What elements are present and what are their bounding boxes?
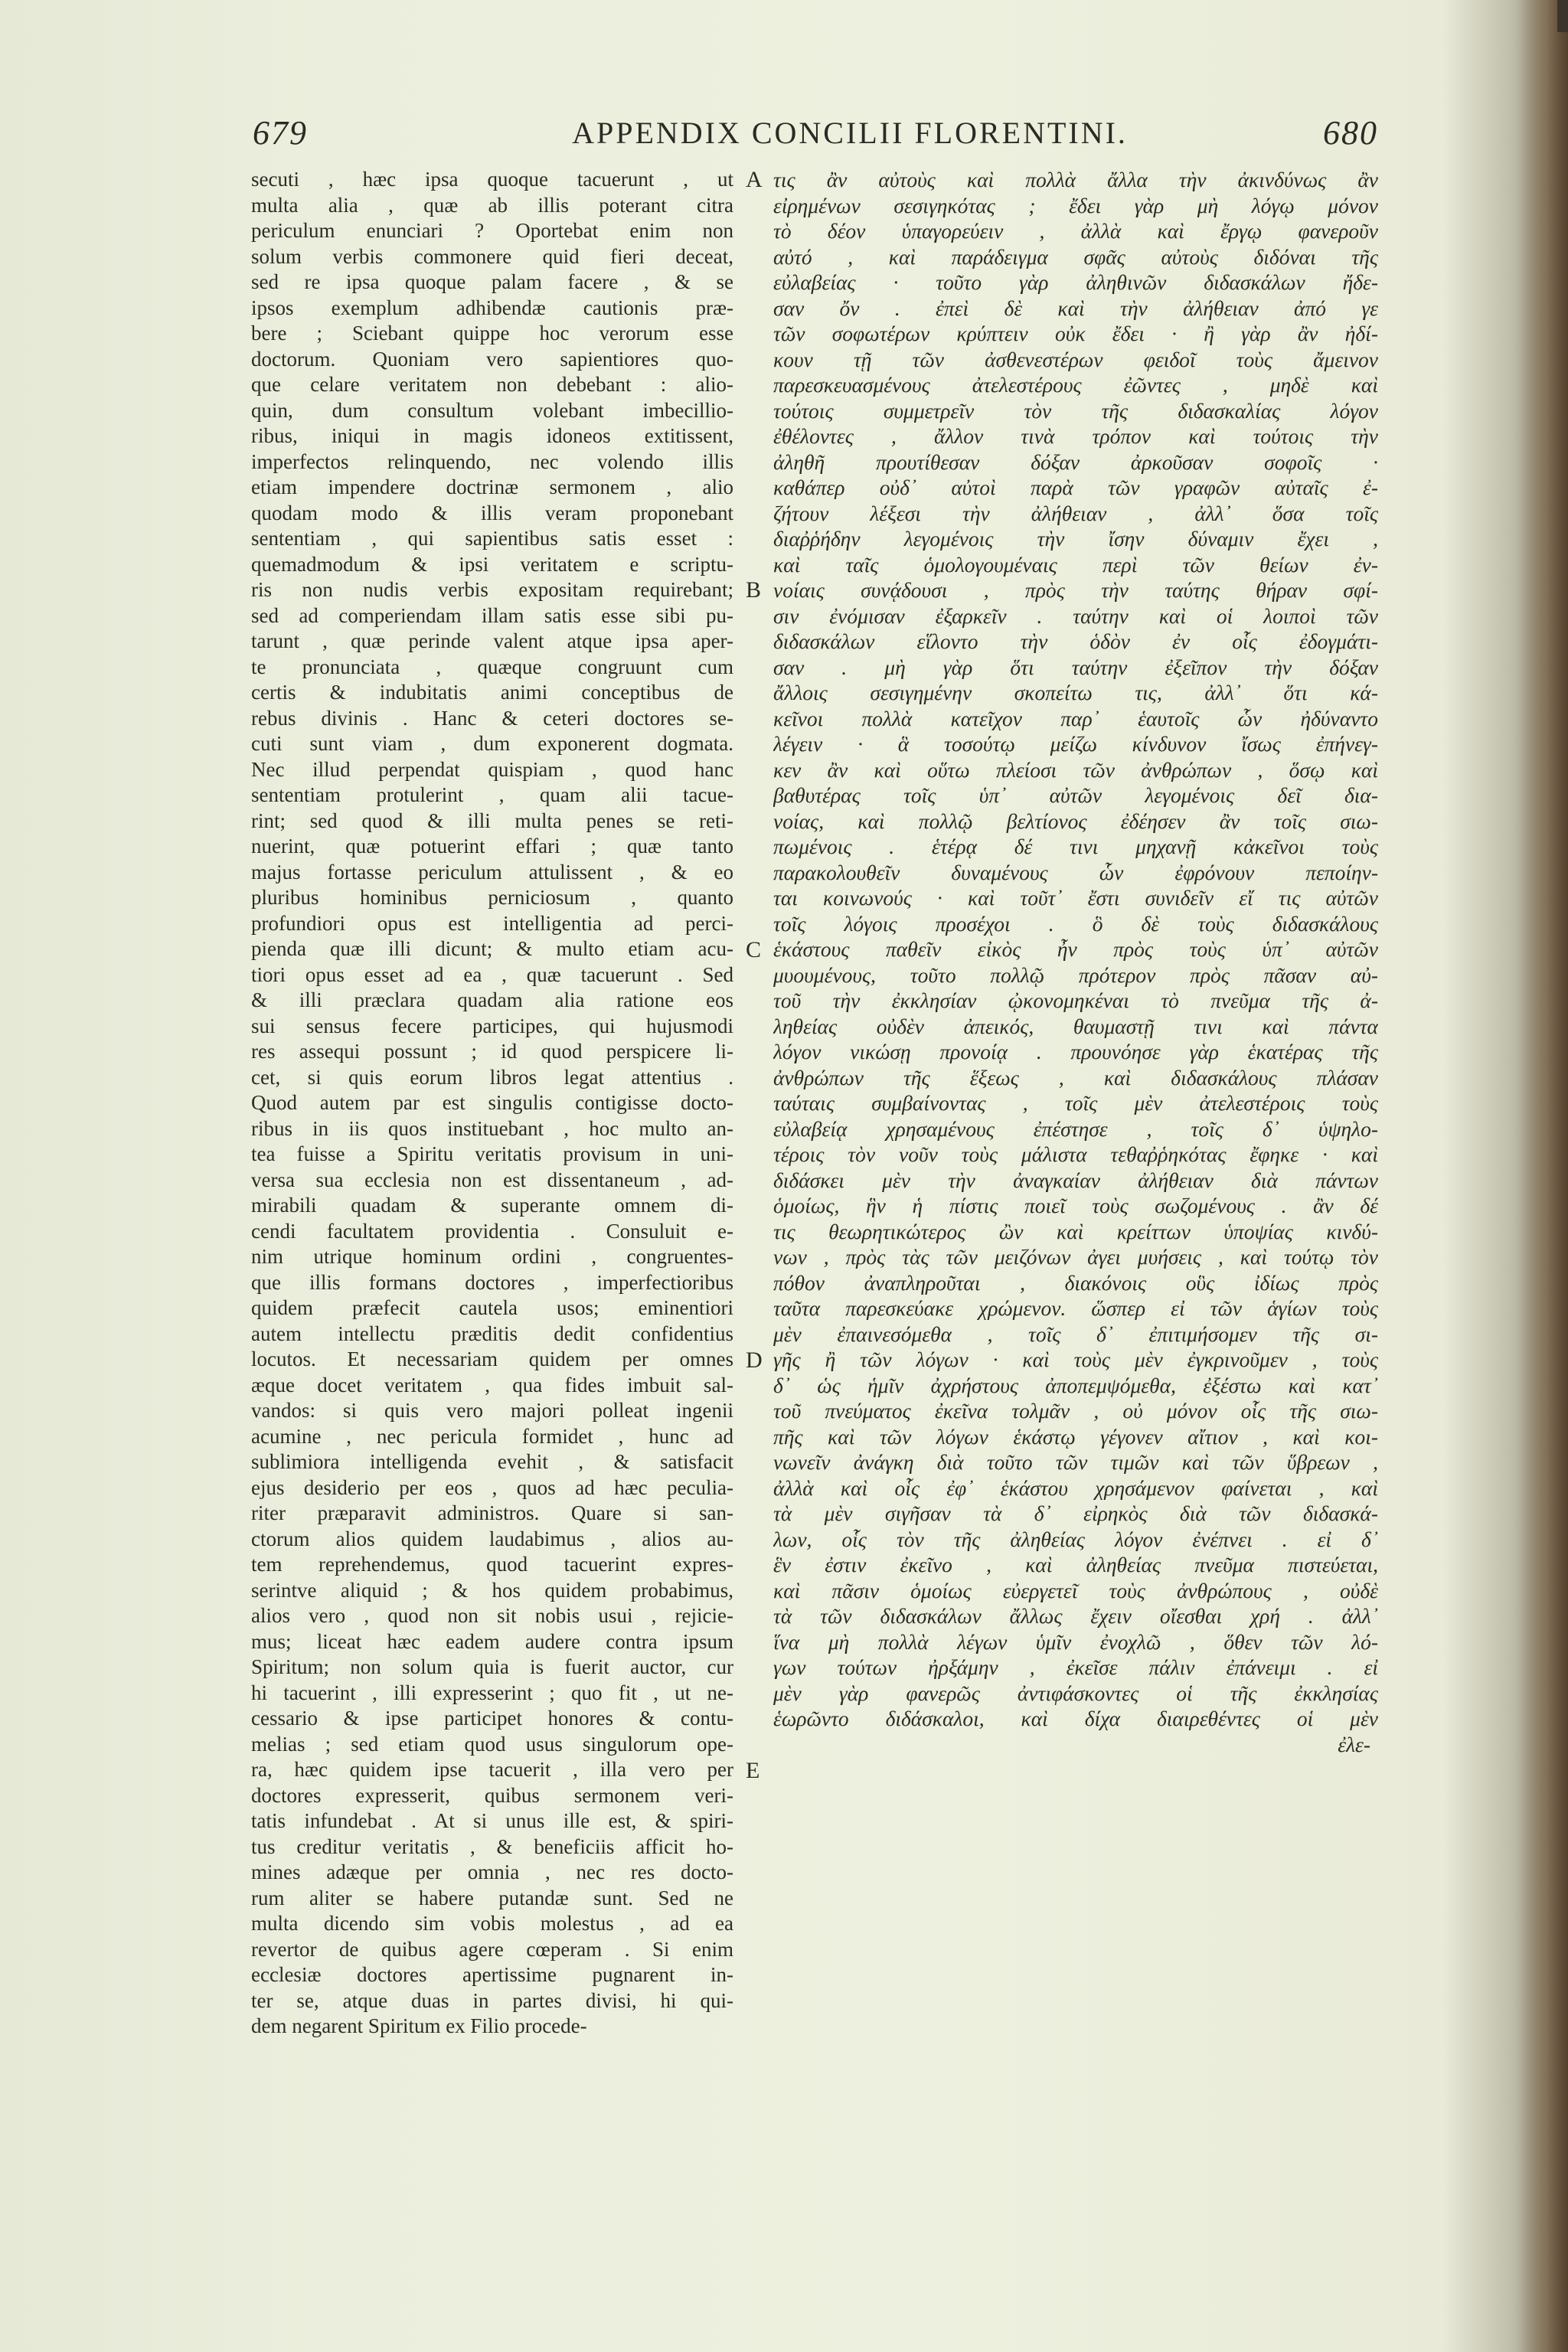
text-line: imperfectos relinquendo, nec volendo illis	[251, 449, 733, 473]
text-line: μὲν ἐπαινεσόμεθα , τοῖς δ᾽ ἐπιτιμήσομεν τῆς σι-	[773, 1321, 1378, 1346]
text-line: rum aliter se habere putandæ sunt. Sed ne	[251, 1886, 733, 1909]
text-line: ribus in iis quos instituebant , hoc multo an-	[251, 1116, 733, 1140]
latin-column	[251, 167, 733, 2040]
text-line: revertor de quibus agere cœperam . Si enim	[251, 1937, 733, 1961]
text-line: κεν ἂν καὶ οὕτω πλείοσι τῶν ἀνθρώπων , ὅσῳ καὶ	[773, 757, 1378, 782]
text-line: παρακολουθεῖν δυναμένους ὧν ἐφρόνουν πεποίην-	[773, 860, 1378, 884]
text-line: ra, hæc quidem ipse tacuerit , illa vero per	[251, 1758, 733, 1781]
text-line: ejus desiderio per eos , quos ad hæc peculia-	[251, 1475, 733, 1499]
text-line: πῆς καὶ τῶν λόγων ἑκάστῳ γέγονεν αἴτιον , καὶ κοι-	[773, 1424, 1378, 1449]
text-line: quidem præfecit cautela usos; eminentiori	[251, 1296, 733, 1319]
text-line: autem intellectu præditis dedit confidentius	[251, 1321, 733, 1345]
text-line: δ᾽ ὡς ἡμῖν ἀχρήστους ἀποπεμψόμεθα, ἐξέστω καὶ κατ᾽	[773, 1373, 1378, 1397]
text-line: melias ; sed etiam quod usus singulorum ope-	[251, 1732, 733, 1756]
text-line: λέγειν · ἃ τοσούτῳ μείζω κίνδυνον ἴσως ἐπήνεγ-	[773, 732, 1378, 756]
text-line: ταῦτα παρεσκεύακε χρώμενον. ὥσπερ εἰ τῶν ἁγίων τοὺς	[773, 1296, 1378, 1320]
text-line: profundiori opus est intelligentia ad perci-	[251, 911, 733, 935]
page-number-right: 680	[1323, 114, 1378, 152]
text-line: res assequi possunt ; id quod perspicere li-	[251, 1040, 733, 1063]
text-line: æque docet veritatem , qua fides imbuit sal-	[251, 1373, 733, 1396]
text-line: τὰ μὲν σιγῆσαν τὰ δ᾽ εἰρηκὸς διὰ τῶν διδασκά-	[773, 1501, 1378, 1525]
text-line: te pronunciata , quæque congruunt cum	[251, 655, 733, 678]
text-line: quin, dum consultum volebant imbecillio-	[251, 398, 733, 422]
text-line: ἵνα μὴ πολλὰ λέγων ὑμῖν ἐνοχλῶ , ὅθεν τῶν λό-	[773, 1629, 1378, 1654]
text-line: hi tacuerint , illi expresserint ; quo fit , ut ne-	[251, 1681, 733, 1704]
text-line: διαῤῥήδην λεγομένοις τὴν ἴσην δύναμιν ἔχει ,	[773, 527, 1378, 550]
text-line: tatis infundebat . At si unus ille est, & spiri-	[251, 1809, 733, 1832]
text-line: τὰ τῶν διδασκάλων ἄλλως ἔχειν οἴεσθαι χρή . ἀλλ᾽	[773, 1604, 1378, 1628]
text-line: que illis formans doctores , imperfectioribus	[251, 1270, 733, 1294]
text-line: νωνεῖν ἀνάγκη διὰ τοῦτο τῶν τιμῶν καὶ τῶν ὕβρεων ,	[773, 1450, 1378, 1474]
text-line: majus fortasse periculum attulissent , & eo	[251, 860, 733, 884]
text-line: tea fuisse a Spiritu veritatis provisum in uni-	[251, 1142, 733, 1165]
text-line: dem negarent Spiritum ex Filio procede-	[251, 2014, 587, 2037]
text-line: βαθυτέρας τοῖς ὑπ᾽ αὐτῶν λεγομένοις δεῖ δια-	[773, 783, 1378, 807]
text-line: Spiritum; non solum quia is fuerit auctor, cur	[251, 1655, 733, 1678]
text-line: ἐθέλοντες , ἄλλον τινὰ τρόπον καὶ τούτοις τὴν	[773, 424, 1378, 448]
greek-column	[773, 167, 1378, 1757]
text-line: τοῦ τὴν ἐκκλησίαν ᾠκονομηκέναι τὸ πνεῦμα τῆς ἀ-	[773, 988, 1378, 1012]
text-line: nuerint, quæ potuerint effari ; quæ tanto	[251, 835, 733, 858]
text-line: ecclesiæ doctores apertissime pugnarent in-	[251, 1963, 733, 1986]
section-letter-c: C	[746, 937, 762, 962]
text-line: tiori opus esset ad ea , quæ tacuerunt . Sed	[251, 962, 733, 986]
text-line: καὶ ταῖς ὁμολογουμέναις περὶ τῶν θείων ἐν-	[773, 552, 1378, 577]
text-line: sententiam protulerint , quam alii tacue-	[251, 783, 733, 806]
text-line: τις ἂν αὐτοὺς καὶ πολλὰ ἄλλα τὴν ἀκινδύνως ἂν	[773, 168, 1378, 191]
text-line: ὁμοίως, ἣν ἡ πίστις ποιεῖ τοὺς σωζομένους . ἂν δέ	[773, 1194, 1378, 1217]
text-line: mus; liceat hæc eadem audere contra ipsum	[251, 1629, 733, 1653]
text-line: εὐλαβείας · τοῦτο γὰρ ἀληθινῶν διδασκάλων ἤδε-	[773, 270, 1378, 294]
text-line: διδασκάλων εἵλοντο τὴν ὁδὸν ἐν οἷς ἐδογμάτι-	[773, 629, 1378, 653]
text-line: γῆς ἢ τῶν λόγων · καὶ τοὺς μὲν ἐγκρινοῦμεν , τοὺς	[773, 1348, 1378, 1371]
text-line: cessario & ipse participet honores & contu-	[251, 1707, 733, 1730]
text-line: Nec illud perpendat quispiam , quod hanc	[251, 757, 733, 781]
text-line: σαν . μὴ γὰρ ὅτι ταύτην ἐξεῖπον τὴν δόξαν	[773, 655, 1378, 679]
text-line: etiam impendere doctrinæ sermonem , alio	[251, 475, 733, 498]
text-line: ληθείας οὐδὲν ἀπεικός, θαυμαστῇ τινι καὶ πάντα	[773, 1014, 1378, 1038]
text-line: καὶ πᾶσιν ὁμοίως εὐεργετεῖ τοὺς ἀνθρώπους , οὐδὲ	[773, 1578, 1378, 1602]
text-line: νοίας, καὶ πολλῷ βελτίονος ἐδέησεν ἂν τοῖς σιω-	[773, 808, 1378, 833]
text-line: sublimiora intelligenda evehit , & satisfacit	[251, 1450, 733, 1473]
text-line: μὲν γὰρ φανερῶς ἀντιφάσκοντες οἱ τῆς ἐκκλησίας	[773, 1681, 1378, 1705]
text-line: sui sensus fecere participes, qui hujusmodi	[251, 1014, 733, 1037]
text-line: ζήτουν λέξεσι τὴν ἀλήθειαν , ἀλλ᾽ ὅσα τοῖς	[773, 501, 1378, 525]
text-line: τοῖς λόγοις προσέχοι . ὃ δὲ τοὺς διδασκάλους	[773, 911, 1378, 936]
text-line: ἀληθῆ προυτίθεσαν δόξαν ἀρκοῦσαν σοφοῖς ·	[773, 449, 1378, 474]
text-line: σαν ὄν . ἐπεὶ δὲ καὶ τὴν ἀλήθειαν ἀπό γε	[773, 296, 1378, 320]
text-line: ἐλε-	[1338, 1732, 1370, 1756]
text-line: mines adæque per omnia , nec res docto-	[251, 1860, 733, 1883]
text-line: sed ad comperiendam illam satis esse sibi pu-	[251, 603, 733, 627]
text-line: σιν ἐνόμισαν ἐξαρκεῖν . ταύτην καὶ οἱ λοιποὶ τῶν	[773, 603, 1378, 628]
text-line: ribus, iniqui in magis idoneos extitissent,	[251, 424, 733, 447]
text-line: ἀλλὰ καὶ οἷς ἐφ᾽ ἑκάστου χρησάμενον φαίνεται , καὶ	[773, 1475, 1378, 1500]
text-line: ipsos exemplum adhibendæ cautionis præ-	[251, 296, 733, 319]
text-line: ἄλλοις σεσιγημένην σκοπείτω τις, ἀλλ᾽ ὅτι κά-	[773, 681, 1378, 704]
text-line: Quod autem par est singulis contigisse docto-	[251, 1091, 733, 1114]
text-line: acumine , nec pericula formidet , hunc ad	[251, 1424, 733, 1448]
text-line: νων , πρὸς τὰς τῶν μειζόνων ἀγει μυήσεις , καὶ τούτῳ τὸν	[773, 1245, 1378, 1269]
text-line: mirabili quadam & superante omnem di-	[251, 1194, 733, 1217]
text-line: nim utrique hominum ordini , congruentes-	[251, 1245, 733, 1268]
text-line: pienda quæ illi dicunt; & multo etiam acu-	[251, 937, 733, 960]
text-line: ἑωρῶντο διδάσκαλοι, καὶ δίχα διαιρεθέντες οἱ μὲν	[773, 1707, 1378, 1730]
text-line: quemadmodum & ipsi veritatem e scriptu-	[251, 552, 733, 576]
text-line: periculum enunciari ? Oportebat enim non	[251, 219, 733, 242]
text-line: riter præparavit administros. Quare si san-	[251, 1501, 733, 1524]
text-line: ἑκάστους παθεῖν εἰκὸς ἦν πρὸς τοὺς ὑπ᾽ αὐτῶν	[773, 937, 1378, 961]
text-line: ἀνθρώπων τῆς ἕξεως , καὶ διδασκάλους πλάσαν	[773, 1065, 1378, 1089]
text-line: multa alia , quæ ab illis poterant citra	[251, 193, 733, 217]
section-letter-a: A	[746, 167, 763, 192]
text-line: cuti sunt viam , dum exponerent dogmata.	[251, 732, 733, 755]
section-letter-b: B	[746, 577, 762, 603]
text-line: ter se, atque duas in partes divisi, hi qui-	[251, 1988, 733, 2012]
text-line: κεῖνοι πολλὰ κατεῖχον παρ᾽ ἑαυτοῖς ὧν ἠδύναντο	[773, 706, 1378, 730]
page-number-left: 679	[253, 114, 308, 152]
text-line: certis & indubitatis animi conceptibus de	[251, 681, 733, 704]
text-line: λόγον νικώσῃ προνοίᾳ . προυνόησε γὰρ ἑκατέρας τῆς	[773, 1040, 1378, 1063]
text-line: τέροις τὸν νοῦν τοὺς μάλιστα τεθαῤῥηκότας ἔφηκε · καὶ	[773, 1142, 1378, 1166]
section-letter-e: E	[746, 1758, 760, 1783]
text-line: διδάσκει μὲν τὴν ἀναγκαίαν ἀλήθειαν διὰ πάντων	[773, 1168, 1378, 1192]
text-line: bere ; Sciebant quippe hoc verorum esse	[251, 322, 733, 345]
text-line: pluribus hominibus perniciosum , quanto	[251, 886, 733, 909]
text-line: γων τούτων ἠρξάμην , ἐκεῖσε πάλιν ἐπάνειμι . εἰ	[773, 1655, 1378, 1679]
text-line: τις θεωρητικώτερος ὢν καὶ κρείττων ὑποψίας κινδύ-	[773, 1219, 1378, 1243]
text-line: vandos: si quis vero majori polleat ingenii	[251, 1399, 733, 1422]
text-line: tarunt , quæ perinde valent atque ipsa aper-	[251, 629, 733, 652]
running-head: APPENDIX CONCILII FLORENTINI.	[572, 116, 1128, 150]
text-line: quodam modo & illis veram proponebant	[251, 501, 733, 524]
text-line: εἰρημένων σεσιγηκότας ; ἔδει γὰρ μὴ λόγῳ μόνον	[773, 193, 1378, 217]
text-line: alios vero , quod non sit nobis usui , rejicie-	[251, 1604, 733, 1627]
text-line: μυουμένους, τοῦτο πολλῷ πρότερον πρὸς πᾶσαν αὐ-	[773, 962, 1378, 987]
text-line: tus creditur veritatis , & beneficiis afficit ho-	[251, 1834, 733, 1858]
text-line: doctorum. Quoniam vero sapientiores quo-	[251, 347, 733, 371]
text-line: que celare veritatem non debebant : alio-	[251, 373, 733, 396]
text-line: sententiam , qui sapientibus satis esset :	[251, 527, 733, 550]
text-line: τούτοις συμμετρεῖν τὸν τῆς διδασκαλίας λόγον	[773, 398, 1378, 423]
text-line: & illi præclara quadam alia ratione eos	[251, 988, 733, 1011]
text-line: rebus divinis . Hanc & ceteri doctores se-	[251, 706, 733, 730]
text-line: πωμένοις . ἑτέρᾳ δέ τινι μηχανῇ κἀκεῖνοι τοὺς	[773, 835, 1378, 858]
text-line: cendi facultatem providentia . Consuluit e-	[251, 1219, 733, 1243]
text-line: τὸ δέον ὑπαγορεύειν , ἀλλὰ καὶ ἔργῳ φανεροῦν	[773, 219, 1378, 243]
page-edge-shadow	[1514, 0, 1568, 2352]
text-line: ἓν ἐστιν ἐκεῖνο , καὶ ἀληθείας πνεῦμα πιστεύεται,	[773, 1553, 1378, 1576]
section-letter-d: D	[746, 1348, 763, 1373]
text-line: κουν τῇ τῶν ἀσθενεστέρων φειδοῖ τοὺς ἄμεινον	[773, 347, 1378, 371]
text-line: secuti , hæc ipsa quoque tacuerunt , ut	[251, 168, 733, 191]
text-line: νοίαις συνᾴδουσι , πρὸς τὴν ταύτης θήραν σφί-	[773, 578, 1378, 602]
text-line: versa sua ecclesia non est dissentaneum , ad-	[251, 1168, 733, 1191]
text-line: rint; sed quod & illi multa penes se reti-	[251, 808, 733, 832]
text-line: tem reprehendemus, quod tacuerint expres-	[251, 1553, 733, 1576]
text-line: serintve aliquid ; & hos quidem probabimus,	[251, 1578, 733, 1602]
text-line: εὐλαβείᾳ χρησαμένους ἐπέστησε , τοῖς δ᾽ ὑψηλο-	[773, 1116, 1378, 1141]
text-line: doctores expresserit, quibus sermonem veri-	[251, 1783, 733, 1807]
text-line: τοῦ πνεύματος ἐκεῖνα τολμᾶν , οὐ μόνον οἷς τῆς σιω-	[773, 1399, 1378, 1423]
text-line: καθάπερ οὐδ᾽ αὐτοὶ παρὰ τῶν γραφῶν αὐταῖς ἐ-	[773, 475, 1378, 499]
text-line: cet, si quis eorum libros legat attentius .	[251, 1065, 733, 1089]
text-line: ταύταις συμβαίνοντας , τοῖς μὲν ἀτελεστέροις τοὺς	[773, 1091, 1378, 1115]
text-line: πόθον ἀναπληροῦται , διακόνοις οὓς ἰδίως πρὸς	[773, 1270, 1378, 1295]
text-line: ris non nudis verbis expositam requirebant;	[251, 578, 733, 601]
text-line: locutos. Et necessariam quidem per omnes	[251, 1348, 733, 1370]
text-line: λων, οἷς τὸν τῆς ἀληθείας λόγον ἐνέπνει . εἰ δ᾽	[773, 1527, 1378, 1551]
text-line: αὐτό , καὶ παράδειγμα σφᾶς αὐτοὺς διδόναι τῆς	[773, 244, 1378, 269]
text-line: τῶν σοφωτέρων κρύπτειν οὐκ ἔδει · ἢ γὰρ ἂν ἠδί-	[773, 322, 1378, 345]
book-edge	[1557, 0, 1568, 32]
text-line: solum verbis commonere quid fieri deceat,	[251, 244, 733, 268]
text-line: multa dicendo sim vobis molestus , ad ea	[251, 1912, 733, 1935]
text-line: ται κοινωνούς · καὶ τοῦτ᾽ ἔστι συνιδεῖν εἴ τις αὐτῶν	[773, 886, 1378, 910]
text-line: παρεσκευασμένους ἀτελεστέρους ἐῶντες , μηδὲ καὶ	[773, 373, 1378, 397]
text-line: ctorum alios quidem laudabimus , alios au-	[251, 1527, 733, 1550]
text-line: sed re ipsa quoque palam facere , & se	[251, 270, 733, 293]
